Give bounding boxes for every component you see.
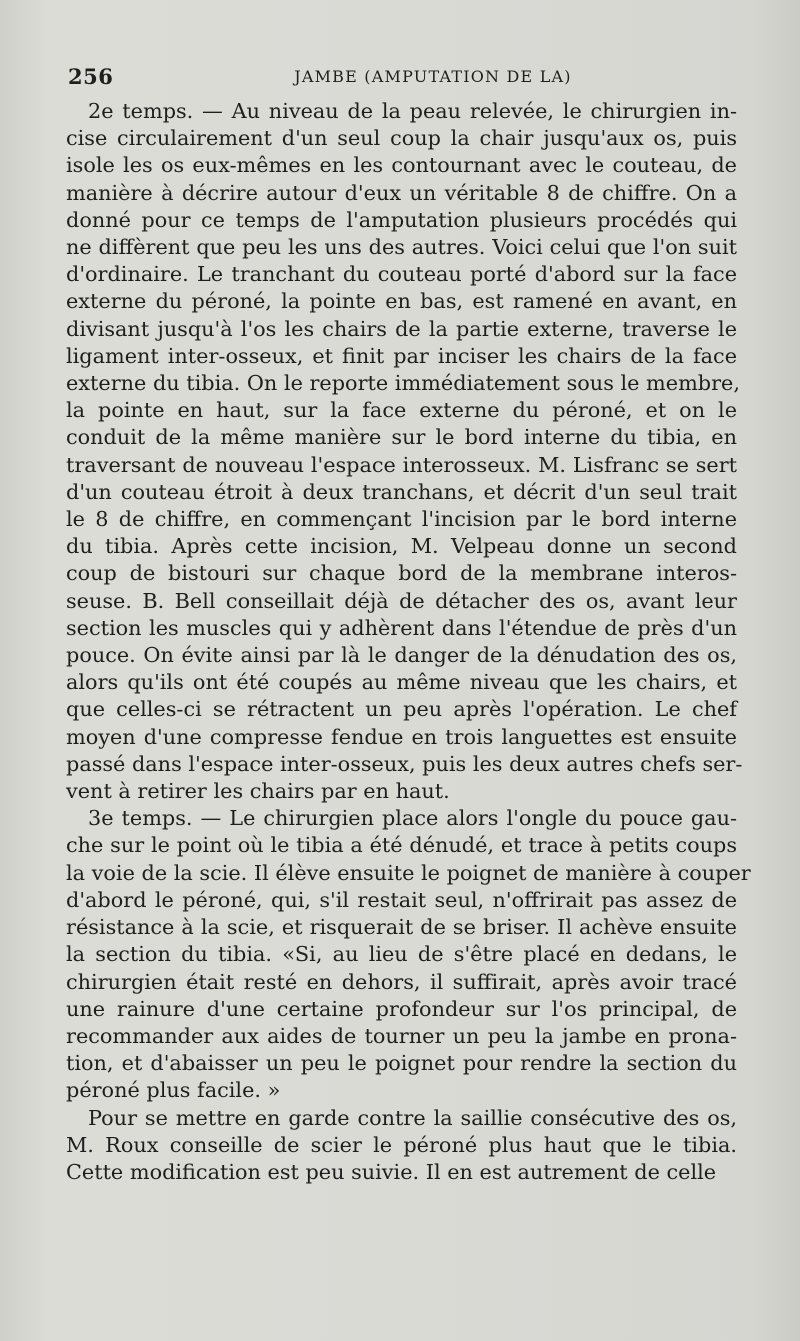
body-text — [66, 98, 751, 1186]
page-header — [68, 64, 738, 98]
text-line: section les muscles qui y adhèrent dans l'étendue de près d'un — [66, 615, 737, 640]
text-line: externe du tibia. On le reporte immédiatement sous le membre, — [66, 371, 740, 396]
text-line: passé dans l'espace inter-osseux, puis les deux autres chefs ser- — [66, 751, 743, 776]
text-line: isole les os eux-mêmes en les contournant avec le couteau, de — [66, 153, 737, 178]
text-line: 2e temps. — Au niveau de la peau relevée, le chirurgien in- — [88, 99, 737, 123]
paragraph-second-step — [66, 98, 743, 805]
paragraph-roux-modification — [66, 1105, 737, 1187]
text-line: le 8 de chiffre, en commençant l'incision par le bord interne — [66, 507, 737, 532]
text-line: ligament inter-osseux, et finit par inciser les chairs de la face — [66, 343, 737, 368]
text-line: pouce. On évite ainsi par là le danger de la dénudation des os, — [66, 643, 737, 668]
text-line: traversant de nouveau l'espace interosseux. M. Lisfranc se sert — [66, 452, 737, 477]
text-line: résistance à la scie, et risquerait de se briser. Il achève ensuite — [66, 915, 737, 940]
paragraph-third-step — [66, 805, 751, 1104]
text-line: vent à retirer les chairs par en haut. — [66, 779, 450, 804]
text-line: ne diffèrent que peu les uns des autres. Voici celui que l'on suit — [66, 235, 737, 260]
text-line: d'abord le péroné, qui, s'il restait seul, n'offrirait pas assez de — [66, 887, 737, 912]
running-title: JAMBE (AMPUTATION DE LA) — [294, 67, 572, 86]
text-line: du tibia. Après cette incision, M. Velpeau donne un second — [66, 534, 737, 559]
text-line: 3e temps. — Le chirurgien place alors l'ongle du pouce gau- — [88, 806, 737, 831]
text-line: une rainure d'une certaine profondeur sur l'os principal, de — [66, 996, 737, 1021]
text-line: Pour se mettre en garde contre la saillie consécutive des os, — [88, 1105, 737, 1130]
text-line: d'un couteau étroit à deux tranchans, et décrit d'un seul trait — [66, 479, 737, 504]
text-line: externe du péroné, la pointe en bas, est ramené en avant, en — [66, 289, 737, 314]
text-line: que celles-ci se rétractent un peu après l'opération. Le chef — [66, 697, 737, 722]
text-line: la pointe en haut, sur la face externe du péroné, et on le — [66, 398, 737, 423]
text-line: donné pour ce temps de l'amputation plusieurs procédés qui — [66, 207, 737, 232]
text-line: cise circulairement d'un seul coup la chair jusqu'aux os, puis — [66, 126, 737, 151]
text-line: seuse. B. Bell conseillait déjà de détacher des os, avant leur — [66, 588, 737, 613]
text-line: alors qu'ils ont été coupés au même niveau que les chairs, et — [66, 670, 737, 695]
text-line: la voie de la scie. Il élève ensuite le poignet de manière à couper — [66, 860, 751, 885]
text-line: M. Roux conseille de scier le péroné plus haut que le tibia. — [66, 1132, 737, 1157]
text-line: recommander aux aides de tourner un peu la jambe en prona- — [66, 1023, 737, 1048]
text-line: coup de bistouri sur chaque bord de la membrane interos- — [66, 561, 737, 586]
text-line: manière à décrire autour d'eux un véritable 8 de chiffre. On a — [66, 180, 737, 205]
page-number: 256 — [68, 64, 114, 89]
text-line: Cette modification est peu suivie. Il en est autrement de celle — [66, 1159, 717, 1184]
text-line: péroné plus facile. » — [66, 1078, 281, 1103]
text-line: tion, et d'abaisser un peu le poignet pour rendre la section du — [66, 1051, 737, 1076]
text-line: d'ordinaire. Le tranchant du couteau porté d'abord sur la face — [66, 262, 737, 287]
text-line: chirurgien était resté en dehors, il suffirait, après avoir tracé — [66, 969, 737, 994]
text-line: conduit de la même manière sur le bord interne du tibia, en — [66, 425, 737, 450]
text-line: divisant jusqu'à l'os les chairs de la partie externe, traverse le — [66, 316, 737, 341]
text-line: che sur le point où le tibia a été dénudé, et trace à petits coups — [66, 833, 737, 858]
text-line: la section du tibia. «Si, au lieu de s'être placé en dedans, le — [66, 942, 737, 967]
text-line: moyen d'une compresse fendue en trois languettes est ensuite — [66, 724, 737, 749]
